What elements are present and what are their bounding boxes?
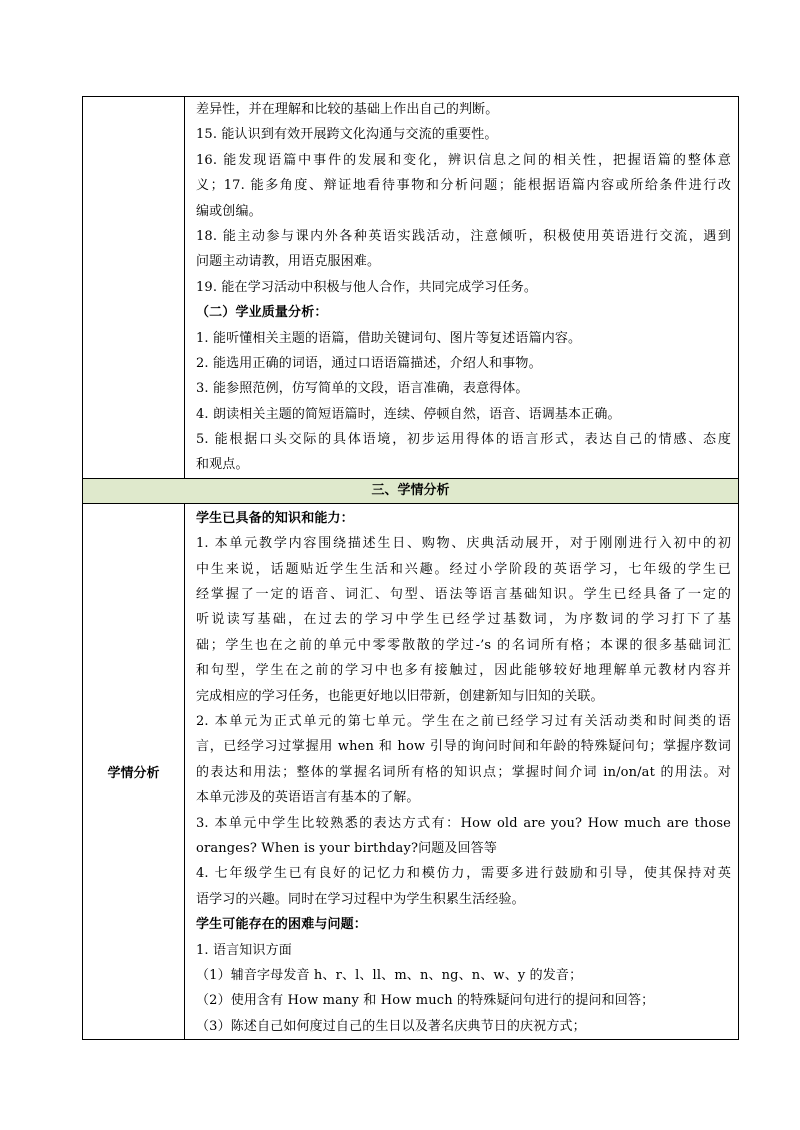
text-line: 编或创编。	[196, 203, 262, 219]
text-line: 和观点。	[196, 457, 249, 473]
section-heading-row	[83, 478, 739, 503]
text-line: 的表达和用法；整体的掌握名词所有格的知识点；掌握时间介词 in/on/at 的用法。对	[196, 764, 731, 780]
text-line: 1. 语言知识方面	[196, 942, 292, 958]
lesson-plan-table	[82, 96, 739, 1040]
known-heading: 学生已具备的知识和能力：	[196, 510, 354, 526]
text-line: （2）使用含有 How many 和 How much 的特殊疑问句进行的提问和回答；	[196, 993, 655, 1009]
text-line: 经掌握了一定的语音、词汇、句型、语法等语言基础知识。学生已经具备了一定的	[196, 587, 731, 603]
text-line: 义；17. 能多角度、辩证地看待事物和分析问题；能根据语篇内容或所给条件进行改	[196, 178, 731, 194]
text-line: 4. 朗读相关主题的简短语篇时，连续、停顿自然，语音、语调基本正确。	[196, 406, 621, 422]
difficulty-heading: 学生可能存在的困难与问题：	[196, 917, 367, 933]
text-line: 言，已经学习过掌握用 when 和 how 引导的询问时间和年龄的特殊疑问句；掌握序数词	[196, 739, 731, 755]
text-line: 3. 本单元中学生比较熟悉的表达方式有：How old are you? How much are those	[196, 815, 731, 831]
text-line: 中生来说，话题贴近学生生活和兴趣。经过小学阶段的英语学习，七年级的学生已	[196, 561, 731, 577]
text-line: 听说读写基础，在过去的学习中学生已经学过基数词，为序数词的学习打下了基	[196, 612, 731, 628]
text-line: 问题主动请教，用语克服困难。	[196, 254, 381, 270]
text-line: 完成相应的学习任务，也能更好地以旧带新，创建新知与旧知的关联。	[196, 688, 604, 704]
quality-heading: （二）学业质量分析：	[196, 305, 328, 321]
text-line: 16. 能发现语篇中事件的发展和变化，辨识信息之间的相关性，把握语篇的整体意	[196, 152, 731, 168]
text-line: 语学习的兴趣。同时在学习过程中为学生积累生活经验。	[196, 891, 525, 907]
analysis-row	[83, 503, 739, 1039]
text-line: 19. 能在学习活动中积极与他人合作，共同完成学习任务。	[196, 279, 538, 295]
text-line: 3. 能参照范例，仿写简单的文段，语言准确，表意得体。	[196, 381, 529, 397]
objectives-row	[83, 97, 739, 479]
empty-label-cell	[83, 97, 185, 479]
text-line: 15. 能认识到有效开展跨文化沟通与交流的重要性。	[196, 127, 498, 143]
text-line: 1. 本单元教学内容围绕描述生日、购物、庆典活动展开，对于刚刚进行入初中的初	[196, 536, 731, 552]
side-label: 学情分析	[83, 503, 185, 1039]
text-line: 2. 本单元为正式单元的第七单元。学生在之前已经学习过有关活动类和时间类的语	[196, 713, 731, 729]
text-line: 2. 能选用正确的词语，通过口语语篇描述，介绍人和事物。	[196, 355, 542, 371]
text-line: 本单元涉及的英语语言有基本的了解。	[196, 790, 420, 806]
text-line: （1）辅音字母发音 h、r、l、ll、m、n、ng、n、w、y 的发音；	[196, 967, 583, 983]
text-line: 18. 能主动参与课内外各种英语实践活动，注意倾听，积极使用英语进行交流，遇到	[196, 228, 731, 244]
analysis-cell	[185, 503, 739, 1039]
text-line: 差异性，并在理解和比较的基础上作出自己的判断。	[196, 102, 499, 117]
objectives-cell	[185, 97, 739, 479]
text-line: oranges? When is your birthday?问题及回答等	[196, 840, 497, 856]
text-line: 础；学生也在之前的单元中零零散散的学过-’s 的名词所有格；本课的很多基础词汇	[196, 637, 731, 653]
text-line: 5. 能根据口头交际的具体语境，初步运用得体的语言形式，表达自己的情感、态度	[196, 432, 731, 448]
text-line: 和句型，学生在之前的学习中也多有接触过，因此能够较好地理解单元教材内容并	[196, 663, 731, 679]
text-line: 1. 能听懂相关主题的语篇，借助关键词句、图片等复述语篇内容。	[196, 330, 582, 346]
section-heading: 三、学情分析	[83, 478, 739, 503]
text-line: 4. 七年级学生已有良好的记忆力和模仿力，需要多进行鼓励和引导，使其保持对英	[196, 866, 731, 882]
text-line: （3）陈述自己如何度过自己的生日以及著名庆典节日的庆祝方式；	[196, 1018, 586, 1034]
